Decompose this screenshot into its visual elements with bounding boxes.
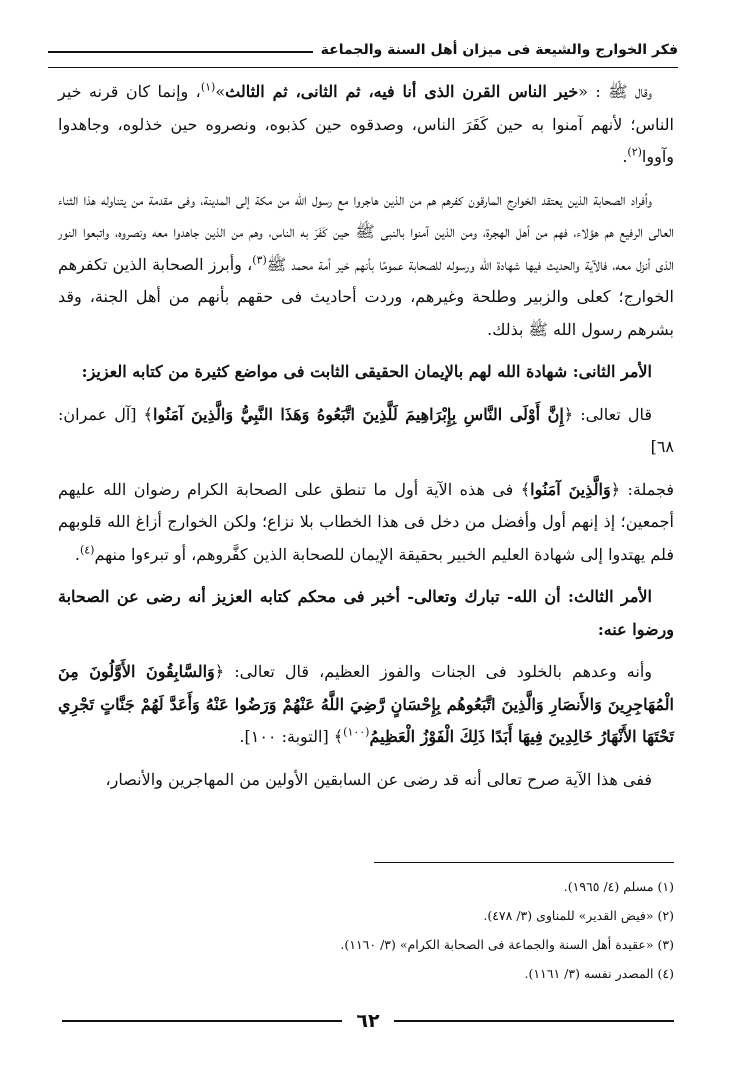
footnote-item: (٢) «فيض القدير» للمناوى (٣/ ٤٧٨). [483, 908, 674, 923]
paragraph-explanation: فجملة: ﴿وَالَّذِينَ آمَنُوا﴾ فى هذه الآية أول ما تنطق على الصحابة الكرام رضوان الله عليهم أجمعين؛ إذ إنهم أول وأفضل من دخل فى هذا الخطاب بلا نزاع؛ ولكن الخوارج أزاغ الله قلوبهم فلم يهتدوا إلى شهادة العليم الخبير بحقيقة الإيمان للصحابة الذين كفَّروهم، أو تبرءوا منهم$^{(٤)}$. [58, 479, 674, 564]
footnote-item: (٣) «عقيدة أهل السنة والجماعة فى الصحابة الكرام» (٣/ ١١٦٠). [340, 937, 674, 952]
running-header-title: فكر الخوارج والشيعة فى ميزان أهل السنة والجماعة [320, 42, 678, 58]
footer-rule-right [394, 1020, 674, 1022]
footer-rule-left [62, 1020, 342, 1022]
footnote-separator [374, 862, 674, 863]
paragraph-companions: وأفراد الصحابة الذين يعتقد الخوارج المارقون كفرهم هم من الذين هاجروا مع رسول الله من مكة إلى المدينة، وفى مقدمة من يتناوله هذا الثناء العالى الرفيع هم هؤلاء، فهم من أهل الهجرة، ومن الذين آمنوا بالنبى ﷺ حين كَفَرَ به الناس، وهم من الذين جاهدوا معه ونصروه، واتبعوا النور الذى أنزل معه، فالآية والحديث فيها شهادة الله ورسوله للصحابة عمومًا بأنهم خير أمة محمد ﷺ$^{(٣)}$، وأبرز الصحابة الذين تكفرهم الخوارج؛ كعلى والزبير وطلحة وغيرهم، وردت أحاديث فى حقهم بأنهم من أهل الجنة، وقد بشرهم رسول الله ﷺ بذلك. [58, 189, 675, 339]
page-footer [62, 1006, 674, 1036]
footnote-item: (١) مسلم (٤/ ١٩٦٥). [563, 879, 674, 894]
paragraph-hadith: وقال ﷺ : «خير الناس القرن الذى أنا فيه، ثم الثانى، ثم الثالث»$^{(١)}$، وإنما كان قرنه خير الناس؛ لأنهم آمنوا به حين كَفَرَ الناس، وصدقوه حين كذبوه، ونصروه حين خذلوه، وجاهدوا وآووا$^{(٢)}$. [58, 80, 675, 166]
footnote-ref: (٣) [252, 253, 267, 267]
header-rule [48, 51, 313, 53]
running-header [48, 36, 678, 64]
page-body [58, 76, 674, 806]
ayah-number: (١٠٠) [343, 725, 370, 739]
hadith-quote: خير الناس القرن الذى أنا فيه، ثم الثانى، ثم الثالث [225, 82, 579, 101]
paragraph-conclusion: ففى هذا الآية صرح تعالى أنه قد رضى عن السابقين الأولين من المهاجرين والأنصار، [105, 769, 652, 789]
footnote-ref: (١) [200, 80, 216, 94]
quran-verse: وَالسَّابِقُونَ الأَوَّلُونَ مِنَ الْمُهَاجِرِينَ وَالأَنصَارِ وَالَّذِينَ اتَّبَعُوهُم بِإِحْسَانٍ رَّضِيَ اللَّهُ عَنْهُمْ وَرَضُوا عَنْهُ وَأَعَدَّ لَهُمْ جَنَّاتٍ تَجْرِي تَحْتَهَا الأَنْهَارُ خَالِدِينَ فِيهَا أَبَدًا ذَلِكَ الْفَوْزُ الْعَظِيمُ [58, 662, 674, 746]
footnote-item: (٤) المصدر نفسه (٣/ ١١٦١). [524, 966, 674, 981]
quran-verse: إِنَّ أَوْلَى النَّاسِ بِإِبْرَاهِيمَ لَلَّذِينَ اتَّبَعُوهُ وَهَذَا النَّبِيُّ وَالَّذِينَ آمَنُوا [152, 404, 564, 424]
footnote-ref: (٤) [79, 543, 95, 557]
paragraph-quran-tawbah: وأنه وعدهم بالخلود فى الجنات والفوز العظيم، قال تعالى: ﴿وَالسَّابِقُونَ الأَوَّلُونَ مِنَ الْمُهَاجِرِينَ وَالأَنصَارِ وَالَّذِينَ اتَّبَعُوهُم بِإِحْسَانٍ رَّضِيَ اللَّهُ عَنْهُمْ وَرَضُوا عَنْهُ وَأَعَدَّ لَهُمْ جَنَّاتٍ تَجْرِي تَحْتَهَا الأَنْهَارُ خَالِدِينَ فِيهَا أَبَدًا ذَلِكَ الْفَوْزُ الْعَظِيمُ$^{(١٠٠)}$﴾ [التوبة: ١٠٠]. [58, 662, 674, 746]
section-heading-second: الأمر الثانى: شهادة الله لهم بالإيمان الحقيقى الثابت فى مواضع كثيرة من كتابه العزيز: [81, 362, 652, 381]
paragraph-quran-ali-imran: قال تعالى: ﴿إِنَّ أَوْلَى النَّاسِ بِإِبْرَاهِيمَ لَلَّذِينَ اتَّبَعُوهُ وَهَذَا النَّبِيُّ وَالَّذِينَ آمَنُوا﴾ [آل عمران: ٦٨] [58, 404, 674, 456]
section-heading-third: الأمر الثالث: أن الله- تبارك وتعالى- أخبر فى محكم كتابه العزيز أنه رضى عن الصحابة ورضوا عنه: [58, 587, 674, 639]
footnote-ref: (٢) [627, 145, 642, 159]
footnotes [58, 872, 674, 988]
quran-phrase: وَالَّذِينَ آمَنُوا [530, 479, 611, 499]
header-underline [48, 67, 678, 68]
page-number: ٦٢ [356, 1010, 380, 1032]
